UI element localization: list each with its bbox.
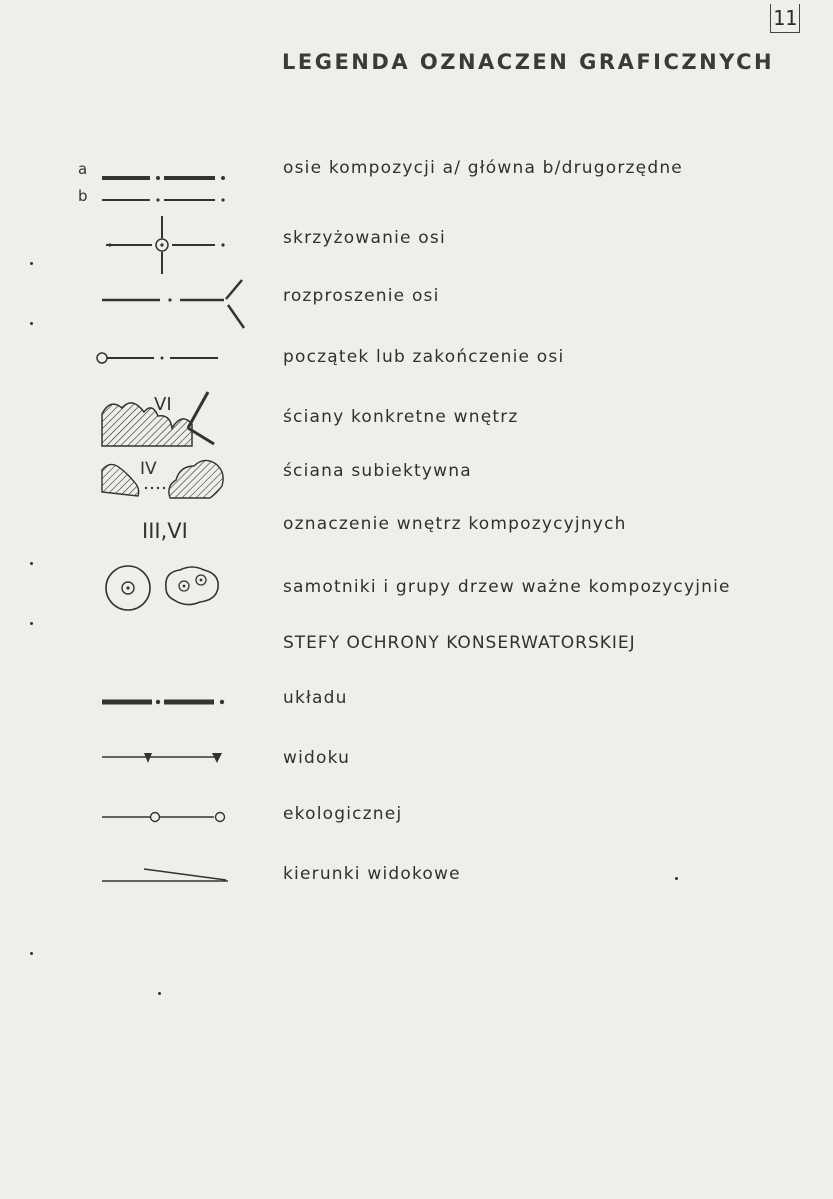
protection-zones-heading: STEFY OCHRONY KONSERWATORSKIEJ: [283, 633, 636, 653]
subjective-wall-symbol: [100, 452, 230, 502]
legend-label-interior-designation: oznaczenie wnętrz kompozycyjnych: [283, 514, 627, 534]
axis-main-marker: a: [78, 160, 88, 178]
concrete-walls-symbol: [100, 388, 225, 448]
scan-speck: [30, 322, 33, 325]
scan-speck: [30, 622, 33, 625]
axis-secondary-marker: b: [78, 187, 88, 205]
interior-designation-symbol: [140, 516, 220, 546]
scan-speck: [30, 952, 33, 955]
roman-numeral-vi: VI: [154, 394, 172, 415]
roman-numeral-iv: IV: [140, 459, 157, 479]
composition-axes-symbol: [100, 168, 235, 208]
legend-label-axis-dispersion: rozproszenie osi: [283, 286, 440, 306]
solitary-trees-symbol: [102, 562, 227, 614]
zone-label-ecological: ekologicznej: [283, 804, 403, 824]
scan-speck: [30, 562, 33, 565]
legend-label-composition-axes: osie kompozycji a/ główna b/drugorzędne: [283, 158, 683, 178]
scan-speck: [675, 877, 678, 880]
scan-speck: [30, 262, 33, 265]
legend-label-axis-start-end: początek lub zakończenie osi: [283, 347, 565, 367]
legend-label-axis-crossing: skrzyżowanie osi: [283, 228, 446, 248]
layout-zone-line-symbol: [100, 695, 230, 709]
zone-label-layout: układu: [283, 688, 348, 708]
page-number: 11: [770, 4, 800, 33]
roman-numeral-iii-vi: III,VI: [142, 519, 188, 543]
zone-label-view: widoku: [283, 748, 351, 768]
ecological-zone-line-symbol: [100, 809, 235, 825]
axis-dispersion-symbol: [100, 278, 245, 333]
view-direction-symbol: [100, 866, 235, 886]
legend-label-concrete-walls: ściany konkretne wnętrz: [283, 407, 519, 427]
legend-label-solitary-trees: samotniki i grupy drzew ważne kompozycyjnie: [283, 577, 731, 597]
view-zone-line-symbol: [100, 750, 235, 768]
legend-label-subjective-wall: ściana subiektywna: [283, 461, 472, 481]
page-title: LEGENDA OZNACZEN GRAFICZNYCH: [282, 50, 775, 74]
axis-start-end-symbol: [94, 348, 224, 368]
legend-label-view-direction: kierunki widokowe: [283, 864, 461, 884]
scan-speck: [158, 992, 161, 995]
